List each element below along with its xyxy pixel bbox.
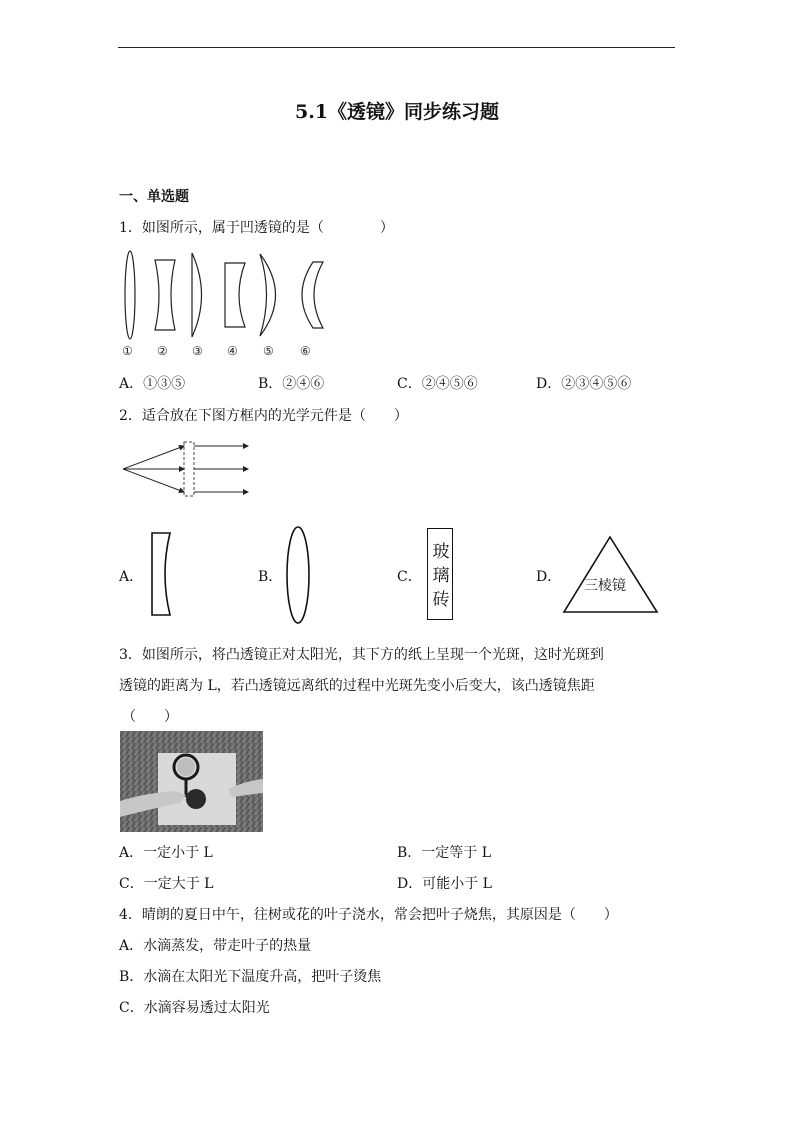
- page-title: 5.1《透镜》同步练习题: [294, 101, 500, 123]
- q1-option-b: B．②④⑥: [258, 376, 325, 392]
- lens-label-6: ⑥: [300, 344, 311, 358]
- q4-option-a: A．水滴蒸发，带走叶子的热量: [119, 938, 312, 954]
- q2-option-d: D．: [536, 569, 562, 585]
- brick-char-3: 砖: [432, 590, 450, 610]
- q2-option-b: B．: [258, 569, 283, 585]
- q3-option-b: B．一定等于 L: [397, 845, 492, 861]
- lens-label-2: ②: [157, 344, 168, 358]
- question-3-stem-line-2: 透镜的距离为 L，若凸透镜远离纸的过程中光斑先变小后变大，该凸透镜焦距: [119, 678, 595, 694]
- brick-char-2: 璃: [432, 566, 450, 586]
- question-2-stem: 2．适合放在下图方框内的光学元件是（ ）: [119, 408, 408, 424]
- ray-diagram-q2: [118, 438, 253, 500]
- question-3-stem-line-3: （ ）: [122, 709, 178, 725]
- q1-option-d: D．②③④⑤⑥: [536, 376, 632, 392]
- lens-6-concave-meniscus: [302, 262, 323, 328]
- lens-2-biconcave: [155, 260, 175, 330]
- lens-1-biconvex: [125, 251, 135, 339]
- q2-option-a-figure: [148, 530, 178, 618]
- lens-label-1: ①: [122, 344, 133, 358]
- q3-option-a: A．一定小于 L: [119, 845, 213, 861]
- lens-figure-q1: [115, 248, 330, 343]
- section-heading: 一、单选题: [119, 189, 189, 205]
- lens-label-3: ③: [192, 344, 203, 358]
- glass-brick-label: [430, 540, 452, 612]
- question-3-stem-line-1: 3．如图所示，将凸透镜正对太阳光，其下方的纸上呈现一个光斑，这时光斑到: [119, 647, 604, 663]
- q1-option-a: A．①③⑤: [119, 376, 186, 392]
- header-rule: [118, 47, 675, 48]
- dashed-box: [184, 442, 194, 496]
- prism-label: 三棱镜: [584, 578, 626, 594]
- lens-label-4: ④: [227, 344, 238, 358]
- q4-option-c: C．水滴容易透过太阳光: [119, 1000, 270, 1016]
- q3-option-d: D．可能小于 L: [397, 876, 492, 892]
- lens-label-5: ⑤: [263, 344, 274, 358]
- lens-4-plano-concave: [225, 263, 245, 327]
- q2-option-c: C．: [397, 569, 422, 585]
- question-1-stem: 1．如图所示，属于凹透镜的是（ ）: [119, 220, 394, 236]
- q2-option-b-figure: [285, 525, 315, 625]
- q4-option-b: B．水滴在太阳光下温度升高，把叶子烫焦: [119, 969, 382, 985]
- brick-char-1: 玻: [432, 542, 450, 562]
- lens-5-meniscus: [260, 254, 276, 336]
- q1-option-c: C．②④⑤⑥: [397, 376, 478, 392]
- q2-option-a: A．: [119, 569, 144, 585]
- lens-photo: [120, 731, 263, 832]
- lens-3-plano-convex: [192, 253, 202, 337]
- q3-option-c: C．一定大于 L: [119, 876, 214, 892]
- question-4-stem: 4．晴朗的夏日中午，往树或花的叶子浇水，常会把叶子烧焦，其原因是（ ）: [119, 907, 618, 923]
